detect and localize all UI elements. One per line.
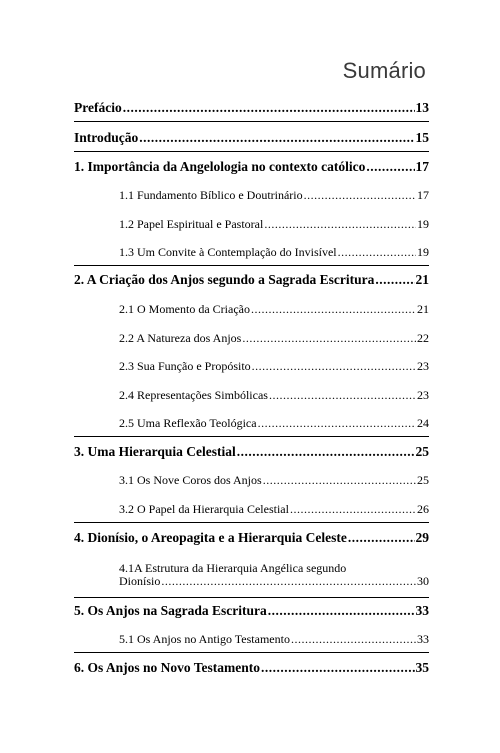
leader-dots — [161, 575, 416, 588]
leader-dots — [242, 331, 416, 346]
divider — [74, 522, 429, 523]
toc-entry-label: 4. Dionísio, o Areopagita e a Hierarquia Celeste — [74, 530, 347, 545]
toc-entry-label: 3.1 Os Nove Coros dos Anjos — [119, 473, 262, 487]
toc-entry-page: 19 — [417, 217, 429, 231]
toc-entry-chapter-4[interactable] — [74, 530, 429, 546]
toc-entry-label: Introdução — [74, 130, 139, 145]
toc-entry-label: 3. Uma Hierarquia Celestial — [74, 444, 236, 459]
divider — [74, 597, 429, 598]
toc-entry-2-2[interactable] — [119, 331, 429, 346]
toc-entry-2-4[interactable] — [119, 388, 429, 403]
toc-entry-page: 29 — [415, 530, 429, 545]
toc-entry-page: 24 — [417, 416, 429, 430]
toc-entry-label: 2.4 Representações Simbólicas — [119, 388, 268, 402]
toc-entry-3-1[interactable] — [119, 473, 429, 488]
toc-entry-chapter-2[interactable] — [74, 272, 429, 288]
toc-entry-label: 2.2 A Natureza dos Anjos — [119, 331, 242, 345]
toc-entry-page: 33 — [415, 603, 429, 618]
leader-dots — [139, 130, 414, 146]
toc-entry-label: 2. A Criação dos Anjos segundo a Sagrada Escritura — [74, 272, 375, 287]
toc-entry-label: 5.1 Os Anjos no Antigo Testamento — [119, 632, 290, 646]
toc-entry-1-2[interactable] — [119, 217, 429, 232]
leader-dots — [264, 217, 416, 232]
toc-entry-4-1[interactable] — [119, 562, 429, 588]
toc-entry-page: 25 — [417, 473, 429, 487]
toc-entry-line2 — [119, 575, 429, 588]
leader-dots — [338, 245, 416, 260]
toc-entry-page: 25 — [415, 444, 429, 459]
divider — [74, 121, 429, 122]
toc-entry-1-3[interactable] — [119, 245, 429, 260]
toc-entry-page: 17 — [415, 159, 429, 174]
toc-entry-2-1[interactable] — [119, 302, 429, 317]
leader-dots — [263, 473, 416, 488]
leader-dots — [366, 159, 414, 175]
toc-entry-label: 2.5 Uma Reflexão Teológica — [119, 416, 257, 430]
toc-entry-chapter-5[interactable] — [74, 603, 429, 619]
leader-dots — [123, 100, 415, 116]
divider — [74, 652, 429, 653]
leader-dots — [375, 272, 414, 288]
toc-entry-page: 21 — [415, 272, 429, 287]
toc-entry-page: 26 — [417, 502, 429, 516]
divider — [74, 151, 429, 152]
toc-entry-label: 1.3 Um Convite à Contemplação do Invisível — [119, 245, 337, 259]
page-title: Sumário — [342, 58, 426, 83]
toc-entry-chapter-1[interactable] — [74, 159, 429, 175]
toc-entry-page: 17 — [417, 188, 429, 202]
leader-dots — [268, 603, 415, 619]
leader-dots — [261, 660, 414, 676]
toc-entry-label: 2.3 Sua Função e Propósito — [119, 359, 251, 373]
leader-dots — [304, 188, 416, 203]
toc-entry-label: 5. Os Anjos na Sagrada Escritura — [74, 603, 267, 618]
toc-entry-page: 19 — [417, 245, 429, 259]
divider — [74, 436, 429, 437]
toc-entry-label: Prefácio — [74, 100, 122, 115]
toc-entry-page: 30 — [417, 574, 429, 588]
toc-entry-page: 22 — [417, 331, 429, 345]
toc-entry-page: 21 — [417, 302, 429, 316]
divider — [74, 265, 429, 266]
toc-entry-prefacio[interactable] — [74, 100, 429, 116]
toc-entry-label: 6. Os Anjos no Novo Testamento — [74, 660, 261, 675]
toc-entry-page: 33 — [417, 632, 429, 646]
toc-entry-label: 1. Importância da Angelologia no contexto católico — [74, 159, 366, 174]
toc-entry-page: 13 — [415, 100, 429, 115]
toc-entry-label: 2.1 O Momento da Criação — [119, 302, 250, 316]
leader-dots — [291, 632, 416, 647]
leader-dots — [348, 530, 415, 546]
toc-entry-page: 23 — [417, 359, 429, 373]
toc-entry-label: 1.1 Fundamento Bíblico e Doutrinário — [119, 188, 303, 202]
toc-entry-page: 15 — [415, 130, 429, 145]
leader-dots — [269, 388, 416, 403]
toc-entry-3-2[interactable] — [119, 502, 429, 517]
toc-entry-1-1[interactable] — [119, 188, 429, 203]
toc-entry-chapter-6[interactable] — [74, 660, 429, 676]
toc-entry-page: 23 — [417, 388, 429, 402]
leader-dots — [251, 302, 416, 317]
toc-entry-introducao[interactable] — [74, 130, 429, 146]
leader-dots — [258, 416, 416, 431]
toc-entry-5-1[interactable] — [119, 632, 429, 647]
leader-dots — [237, 444, 415, 460]
leader-dots — [252, 359, 416, 374]
toc-entry-chapter-3[interactable] — [74, 444, 429, 460]
toc-entry-label: 3.2 O Papel da Hierarquia Celestial — [119, 502, 289, 516]
toc-entry-2-5[interactable] — [119, 416, 429, 431]
toc-entry-label-line2: Dionísio — [119, 574, 161, 588]
toc-entry-2-3[interactable] — [119, 359, 429, 374]
toc-entry-page: 35 — [415, 660, 429, 675]
leader-dots — [290, 502, 416, 517]
toc-entry-label: 1.2 Papel Espiritual e Pastoral — [119, 217, 264, 231]
toc-entry-label-line1: 4.1A Estrutura da Hierarquia Angélica segundo — [119, 561, 347, 575]
